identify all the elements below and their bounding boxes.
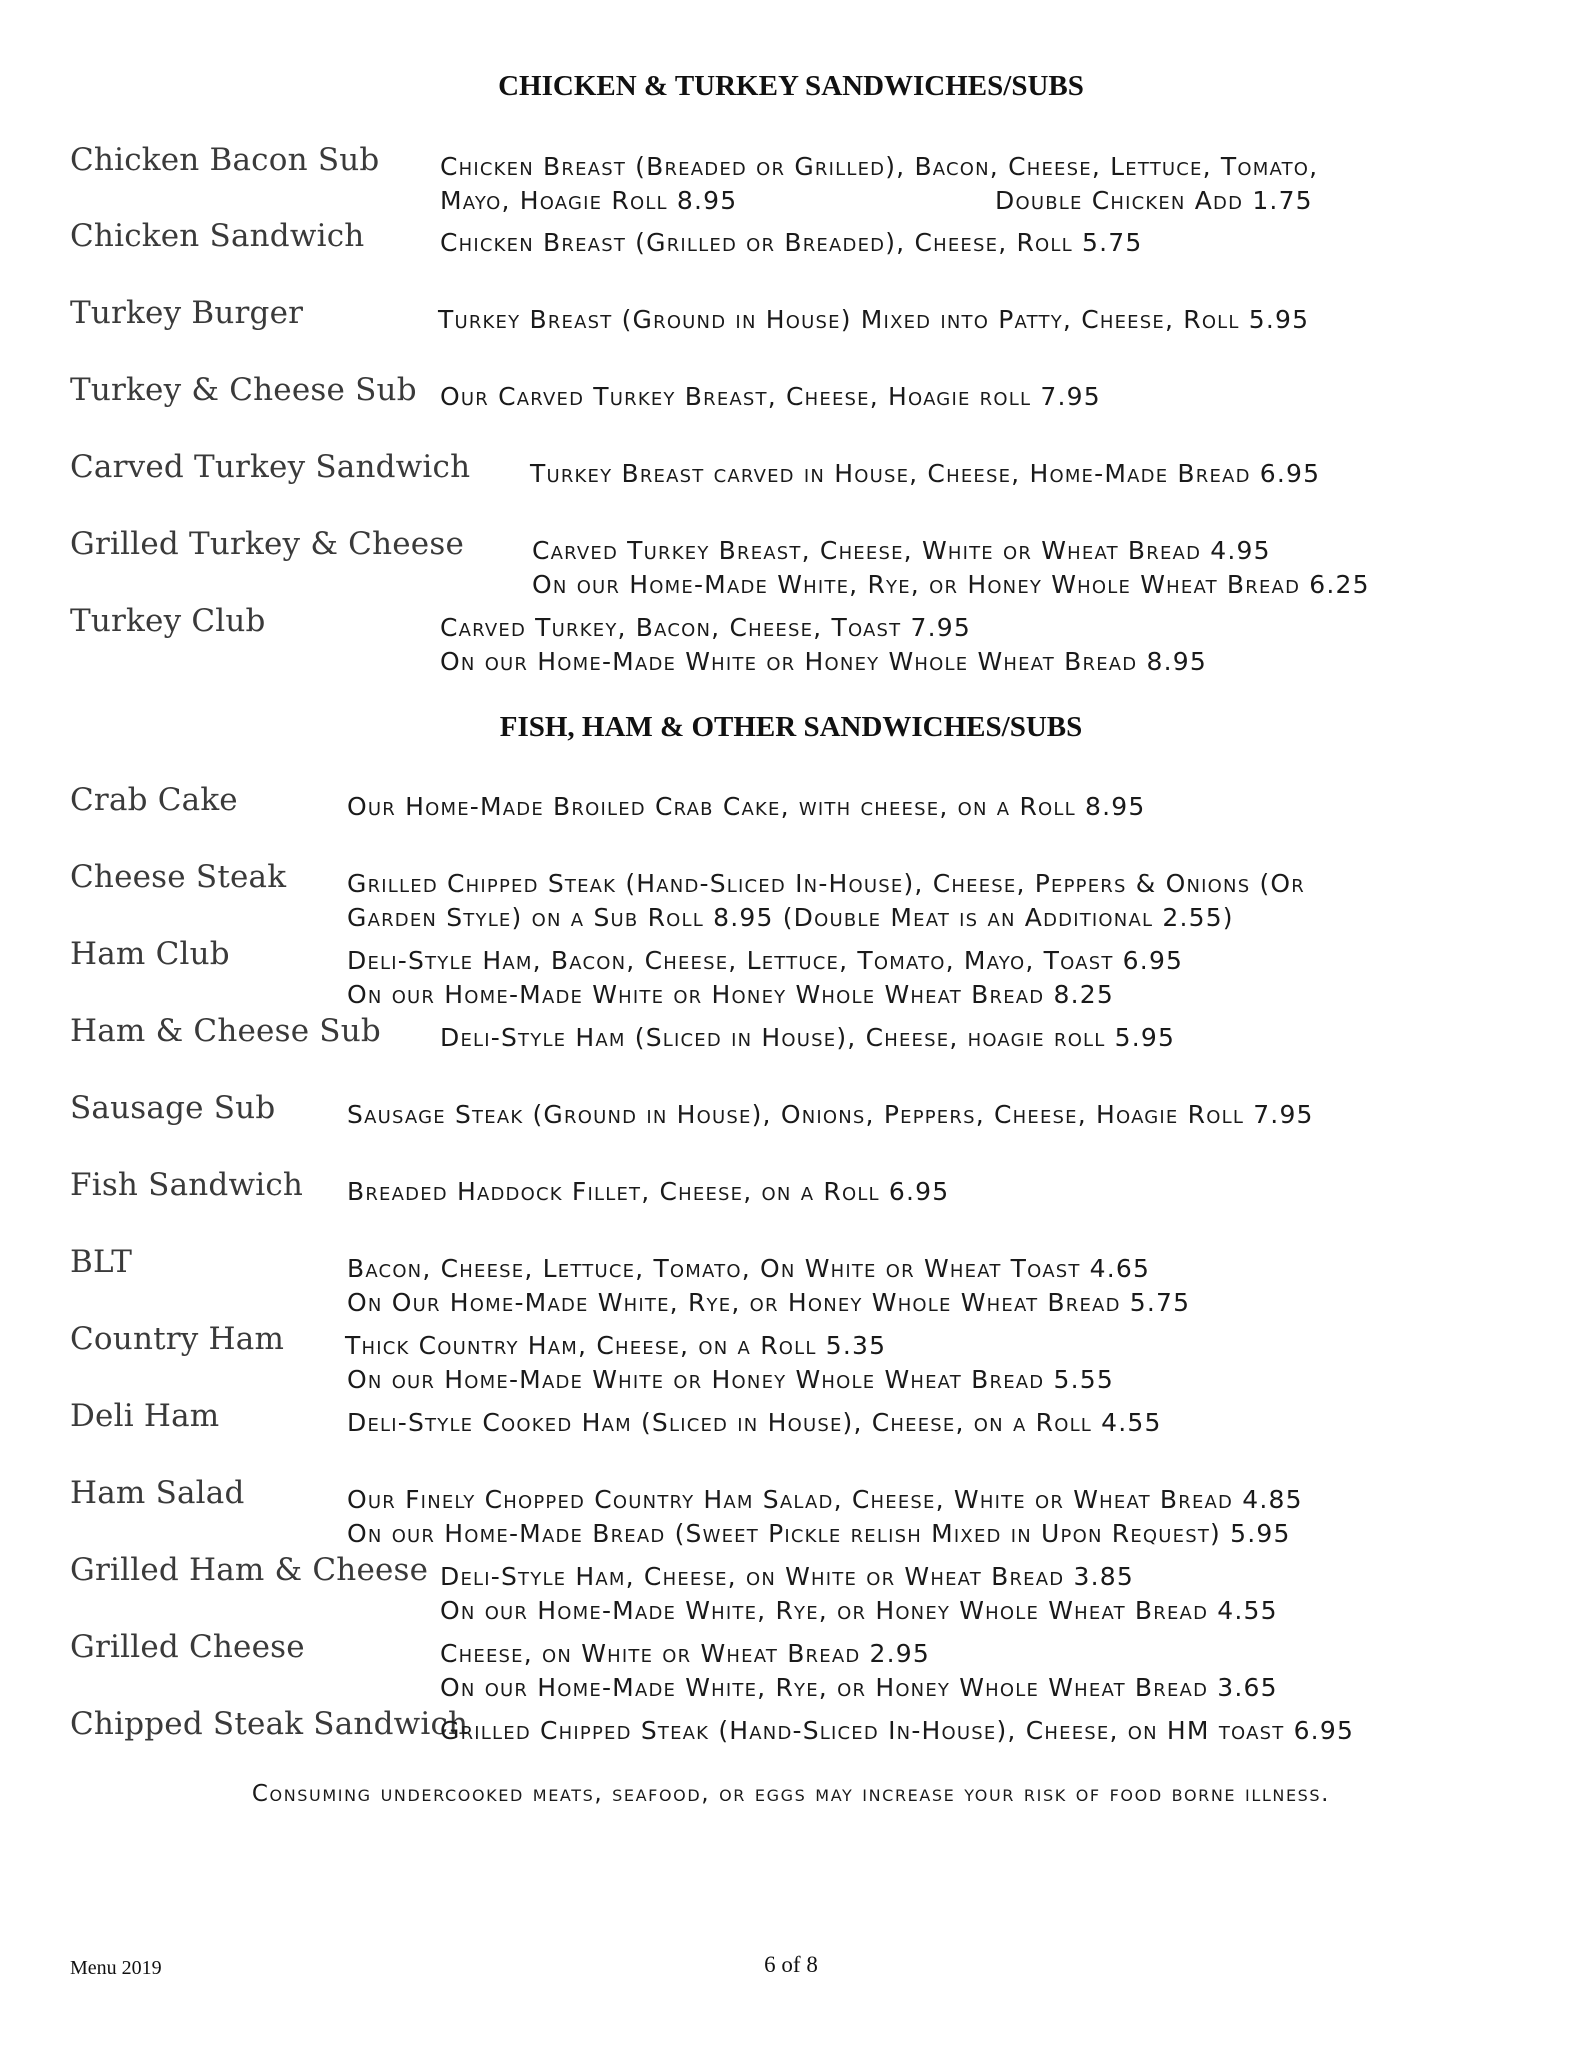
footer-menu-year: Menu 2019 xyxy=(70,1957,162,1979)
item-desc-line: Deli-Style Ham (Sliced in House), Cheese, hoagie roll 5.95 xyxy=(440,1023,1176,1052)
item-desc-line: Chicken Breast (Breaded or Grilled), Bacon, Cheese, Lettuce, Tomato, xyxy=(440,152,1319,181)
item-desc-line: On our Home-Made White or Honey Whole Wheat Bread 5.55 xyxy=(347,1365,1114,1394)
item-desc-line: Garden Style) on a Sub Roll 8.95 (Double Meat is an Additional 2.55) xyxy=(347,903,1234,932)
item-desc-line: On our Home-Made White, Rye, or Honey Whole Wheat Bread 4.55 xyxy=(440,1596,1278,1625)
item-desc-line: Breaded Haddock Fillet, Cheese, on a Roll 6.95 xyxy=(347,1177,950,1206)
item-desc-line: Mayo, Hoagie Roll 8.95 xyxy=(440,186,738,215)
item-name-grilled-ham-cheese: Grilled Ham & Cheese xyxy=(70,1552,429,1588)
item-desc-line: Deli-Style Cooked Ham (Sliced in House), Cheese, on a Roll 4.55 xyxy=(347,1408,1162,1437)
item-desc-line: Turkey Breast carved in House, Cheese, Home-Made Bread 6.95 xyxy=(530,459,1321,488)
item-name-ham-cheese-sub: Ham & Cheese Sub xyxy=(70,1013,381,1049)
item-name-chipped-steak-sandwich: Chipped Steak Sandwich xyxy=(70,1706,469,1742)
food-safety-notice: Consuming undercooked meats, seafood, or eggs may increase your risk of food borne illness. xyxy=(251,1781,1331,1807)
item-desc-line: On our Home-Made White, Rye, or Honey Whole Wheat Bread 3.65 xyxy=(440,1673,1278,1702)
page-number: 6 of 8 xyxy=(764,1952,818,1977)
item-desc-line: Carved Turkey, Bacon, Cheese, Toast 7.95 xyxy=(440,613,971,642)
item-name-deli-ham: Deli Ham xyxy=(70,1398,220,1434)
item-desc-line: Our Finely Chopped Country Ham Salad, Cheese, White or Wheat Bread 4.85 xyxy=(347,1485,1303,1514)
item-desc-line: Grilled Chipped Steak (Hand-Sliced In-House), Cheese, Peppers & Onions (Or xyxy=(347,869,1306,898)
item-name-crab-cake: Crab Cake xyxy=(70,782,238,818)
item-desc-line: Bacon, Cheese, Lettuce, Tomato, On White or Wheat Toast 4.65 xyxy=(347,1254,1151,1283)
item-desc-line: Cheese, on White or Wheat Bread 2.95 xyxy=(440,1639,931,1668)
item-name-carved-turkey-sandwich: Carved Turkey Sandwich xyxy=(70,449,471,485)
item-desc-line: Chicken Breast (Grilled or Breaded), Cheese, Roll 5.75 xyxy=(440,228,1143,257)
item-desc-line: On our Home-Made White or Honey Whole Wheat Bread 8.25 xyxy=(347,980,1114,1009)
item-desc-line: On our Home-Made White or Honey Whole Wheat Bread 8.95 xyxy=(440,647,1207,676)
item-desc-line: On Our Home-Made White, Rye, or Honey Whole Wheat Bread 5.75 xyxy=(347,1288,1191,1317)
item-name-grilled-cheese: Grilled Cheese xyxy=(70,1629,305,1665)
item-desc-line: Carved Turkey Breast, Cheese, White or Wheat Bread 4.95 xyxy=(532,536,1271,565)
item-desc-line: On our Home-Made Bread (Sweet Pickle relish Mixed in Upon Request) 5.95 xyxy=(347,1519,1291,1548)
item-desc-line: Deli-Style Ham, Bacon, Cheese, Lettuce, Tomato, Mayo, Toast 6.95 xyxy=(347,946,1184,975)
item-name-ham-salad: Ham Salad xyxy=(70,1475,245,1511)
section-title-chicken-turkey: CHICKEN & TURKEY SANDWICHES/SUBS xyxy=(498,70,1084,102)
item-name-cheese-steak: Cheese Steak xyxy=(70,859,287,895)
item-desc-line: Our Home-Made Broiled Crab Cake, with cheese, on a Roll 8.95 xyxy=(347,792,1146,821)
item-name-turkey-cheese-sub: Turkey & Cheese Sub xyxy=(70,372,417,408)
item-desc-extra: Double Chicken Add 1.75 xyxy=(995,186,1313,215)
item-name-turkey-club: Turkey Club xyxy=(70,603,266,639)
item-desc-line: On our Home-Made White, Rye, or Honey Whole Wheat Bread 6.25 xyxy=(532,570,1370,599)
item-desc-line: Sausage Steak (Ground in House), Onions, Peppers, Cheese, Hoagie Roll 7.95 xyxy=(347,1100,1314,1129)
item-name-country-ham: Country Ham xyxy=(70,1321,285,1357)
item-name-ham-club: Ham Club xyxy=(70,936,230,972)
item-desc-line: Turkey Breast (Ground in House) Mixed into Patty, Cheese, Roll 5.95 xyxy=(438,305,1310,334)
item-name-turkey-burger: Turkey Burger xyxy=(70,295,304,331)
item-desc-line: Grilled Chipped Steak (Hand-Sliced In-House), Cheese, on HM toast 6.95 xyxy=(440,1716,1355,1745)
item-name-sausage-sub: Sausage Sub xyxy=(70,1090,276,1126)
item-desc-line: Thick Country Ham, Cheese, on a Roll 5.35 xyxy=(345,1331,887,1360)
item-desc-line: Deli-Style Ham, Cheese, on White or Wheat Bread 3.85 xyxy=(440,1562,1134,1591)
item-name-fish-sandwich: Fish Sandwich xyxy=(70,1167,304,1203)
item-name-chicken-sandwich: Chicken Sandwich xyxy=(70,218,365,254)
item-name-grilled-turkey-cheese: Grilled Turkey & Cheese xyxy=(70,526,465,562)
item-name-chicken-bacon-sub: Chicken Bacon Sub xyxy=(70,142,380,178)
section-title-fish-ham: FISH, HAM & OTHER SANDWICHES/SUBS xyxy=(499,711,1083,743)
item-desc-line: Our Carved Turkey Breast, Cheese, Hoagie roll 7.95 xyxy=(440,382,1101,411)
item-name-blt: BLT xyxy=(70,1244,133,1280)
